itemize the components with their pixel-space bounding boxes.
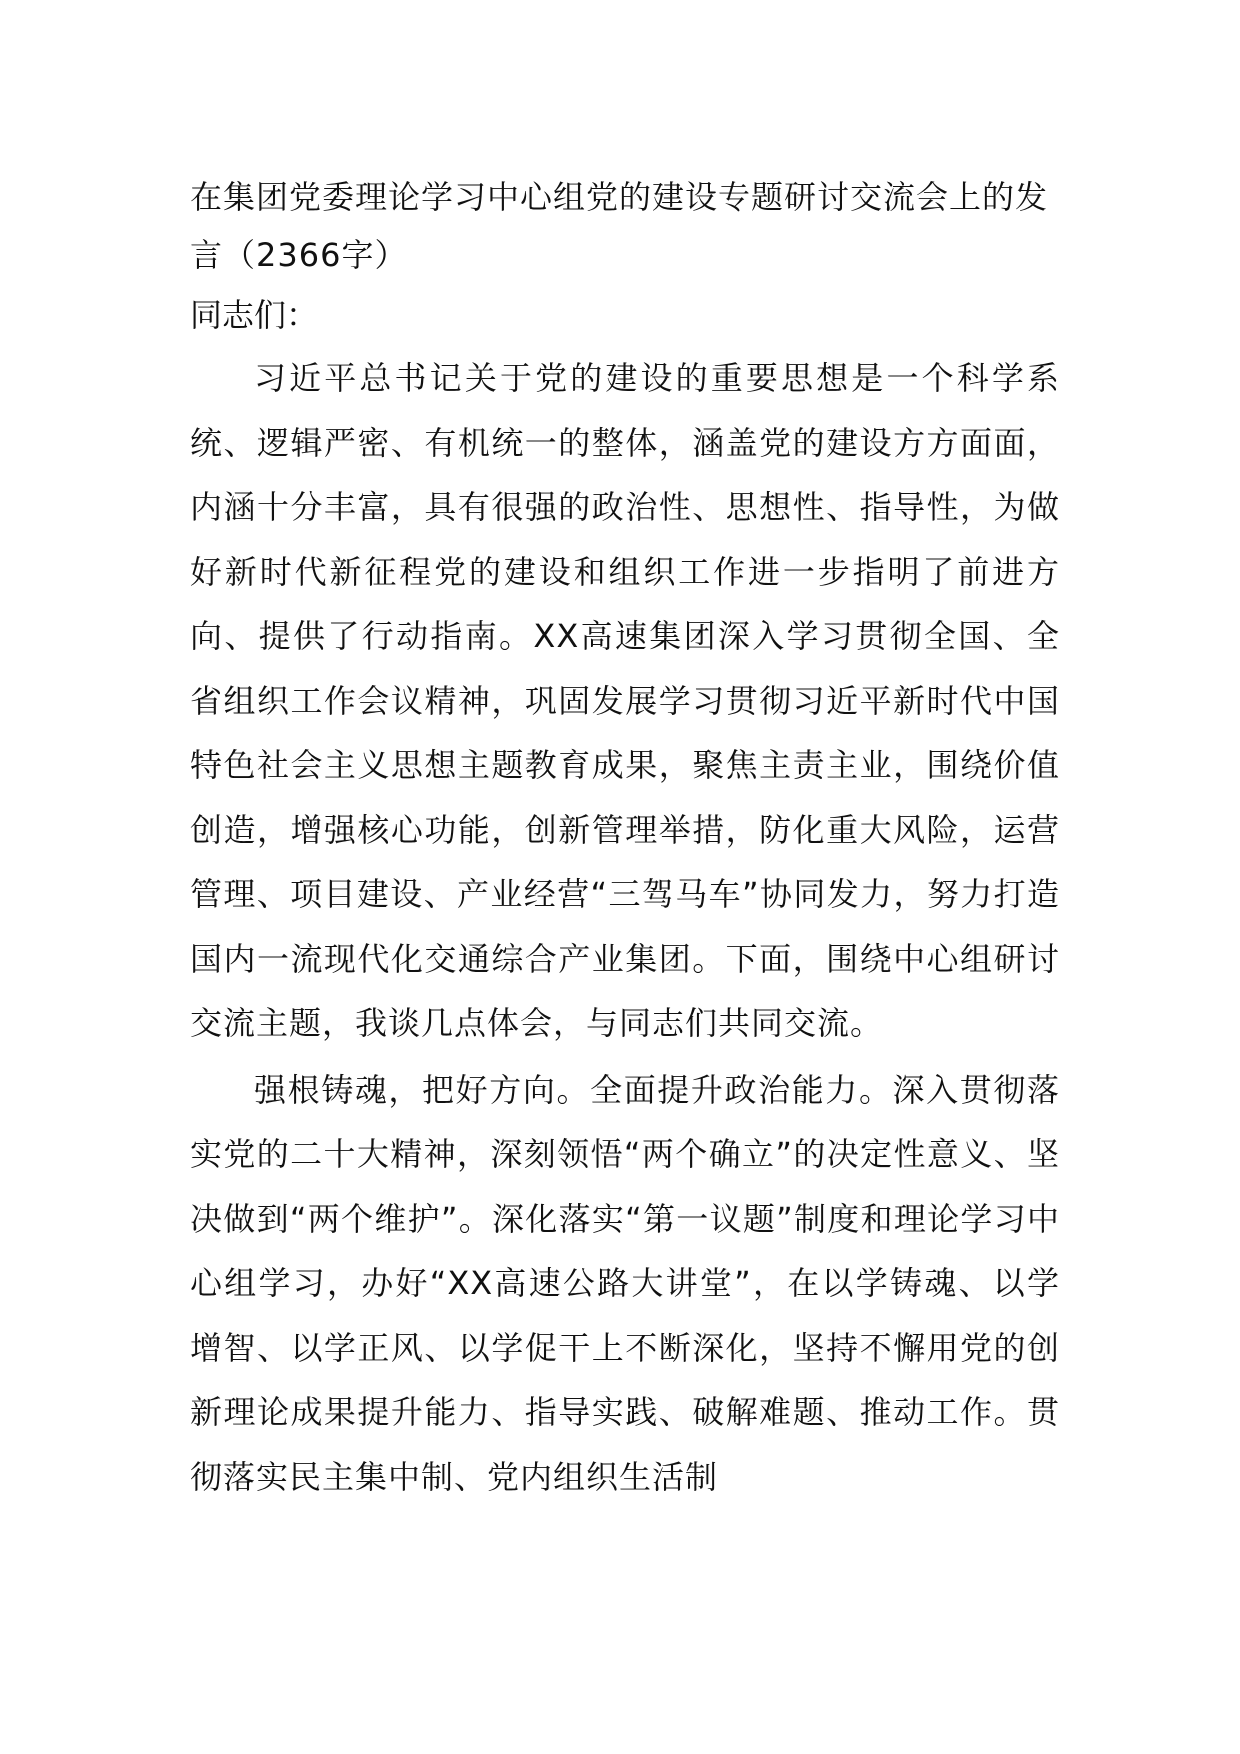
paragraph-intro: 习近平总书记关于党的建设的重要思想是一个科学系统、逻辑严密、有机统一的整体，涵盖党的建设方方面面，内涵十分丰富，具有很强的政治性、思想性、指导性，为做好新时代新征程党的建设和组织工作进一步指明了前进方向、提供了行动指南。XX高速集团深入学习贯彻全国、全省组织工作会议精神，巩固发展学习贯彻习近平新时代中国特色社会主义思想主题教育成果，聚焦主责主业，围绕价值创造，增强核心功能，创新管理举措，防化重大风险，运营管理、项目建设、产业经营“三驾马车”协同发力，努力打造国内一流现代化交通综合产业集团。下面，围绕中心组研讨交流主题，我谈几点体会，与同志们共同交流。 [190, 359, 1060, 1042]
document-title: 在集团党委理论学习中心组党的建设专题研讨交流会上的发言（2366字） [190, 178, 1049, 274]
document-body [190, 168, 1060, 1509]
paragraph-political-ability: 强根铸魂，把好方向。全面提升政治能力。深入贯彻落实党的二十大精神，深刻领悟“两个确立”的决定性意义、坚决做到“两个维护”。深化落实“第一议题”制度和理论学习中心组学习，办好“XX高速公路大讲堂”，在以学铸魂、以学增智、以学正风、以学促干上不断深化，坚持不懈用党的创新理论成果提升能力、指导实践、破解难题、推动工作。贯彻落实民主集中制、党内组织生活制 [190, 1070, 1060, 1496]
salutation: 同志们： [190, 296, 319, 334]
